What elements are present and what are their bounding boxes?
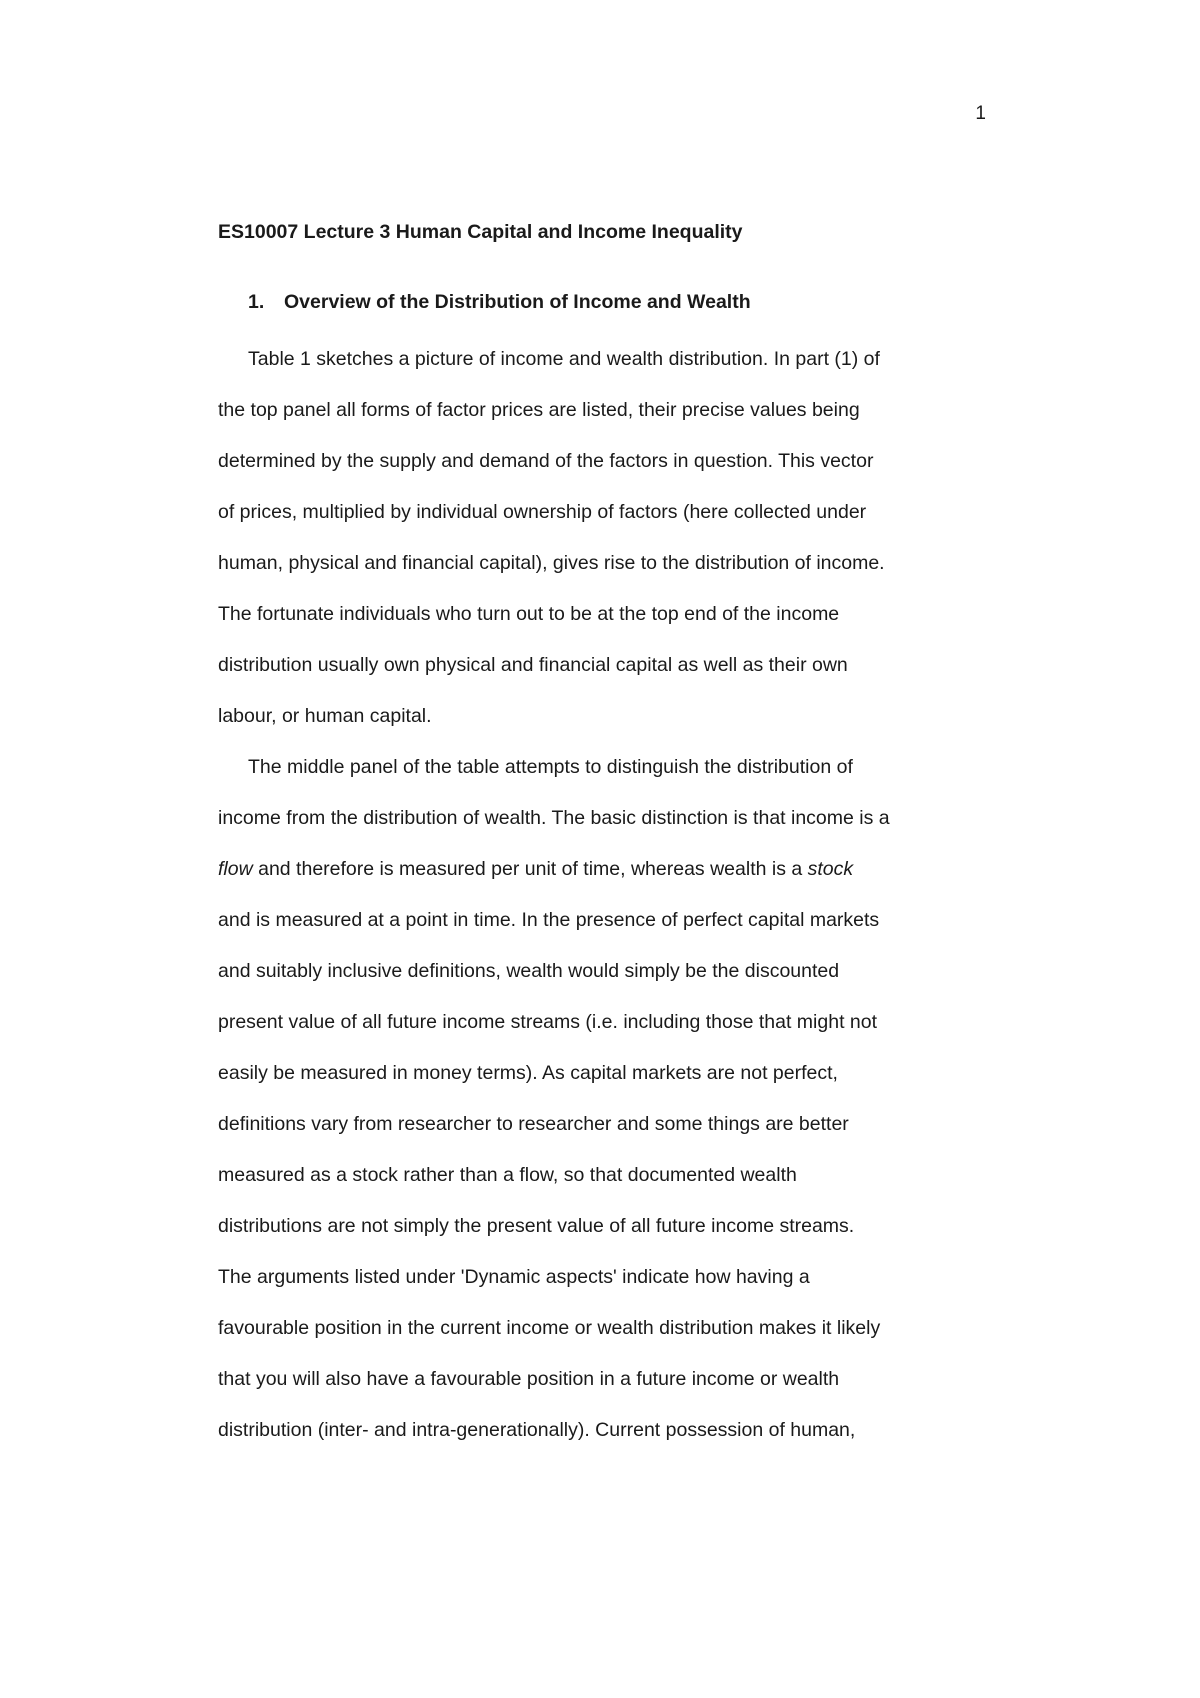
paragraph-line: The fortunate individuals who turn out to be at the top end of the income [218, 603, 840, 625]
italic-term-flow: flow [218, 858, 253, 880]
paragraph-line: definitions vary from researcher to researcher and some things are better [218, 1113, 849, 1135]
document-title: ES10007 Lecture 3 Human Capital and Income Inequality [218, 221, 743, 243]
paragraph-line: human, physical and financial capital), gives rise to the distribution of income. [218, 552, 885, 574]
paragraph-line: of prices, multiplied by individual ownership of factors (here collected under [218, 501, 867, 523]
paragraph-line-mixed [218, 844, 998, 895]
section-number: 1. [248, 291, 265, 313]
body-text [218, 334, 998, 1456]
section-heading [248, 289, 988, 315]
paragraph-text: and therefore is measured per unit of time, whereas wealth is a [252, 858, 808, 880]
paragraph-line: distribution usually own physical and financial capital as well as their own [218, 654, 848, 676]
paragraph-line: easily be measured in money terms). As capital markets are not perfect, [218, 1062, 838, 1084]
paragraph-line: Table 1 sketches a picture of income and wealth distribution. In part (1) of [248, 348, 880, 370]
section-heading-text: Overview of the Distribution of Income and Wealth [284, 291, 751, 313]
paragraph-line: and is measured at a point in time. In the presence of perfect capital markets [218, 909, 880, 931]
italic-term-stock: stock [807, 858, 854, 880]
paragraph-line: The arguments listed under 'Dynamic aspects' indicate how having a [218, 1266, 810, 1288]
paragraph-line: The middle panel of the table attempts to distinguish the distribution of [248, 756, 853, 778]
paragraph-line: labour, or human capital. [218, 705, 432, 727]
paragraph-line: the top panel all forms of factor prices are listed, their precise values being [218, 399, 860, 421]
paragraph-line: present value of all future income streams (i.e. including those that might not [218, 1011, 878, 1033]
paragraph-line: that you will also have a favourable position in a future income or wealth [218, 1368, 840, 1390]
paragraph-line: favourable position in the current income or wealth distribution makes it likely [218, 1317, 881, 1339]
paragraph-line: distributions are not simply the present value of all future income streams. [218, 1215, 855, 1237]
paragraph-line: distribution (inter- and intra-generationally). Current possession of human, [218, 1419, 856, 1441]
paragraph-line: income from the distribution of wealth. The basic distinction is that income is a [218, 807, 890, 829]
paragraph-line: determined by the supply and demand of the factors in question. This vector [218, 450, 874, 472]
paragraph-line: measured as a stock rather than a flow, so that documented wealth [218, 1164, 797, 1186]
paragraph-line: and suitably inclusive definitions, wealth would simply be the discounted [218, 960, 840, 982]
page-number: 1 [975, 103, 986, 124]
